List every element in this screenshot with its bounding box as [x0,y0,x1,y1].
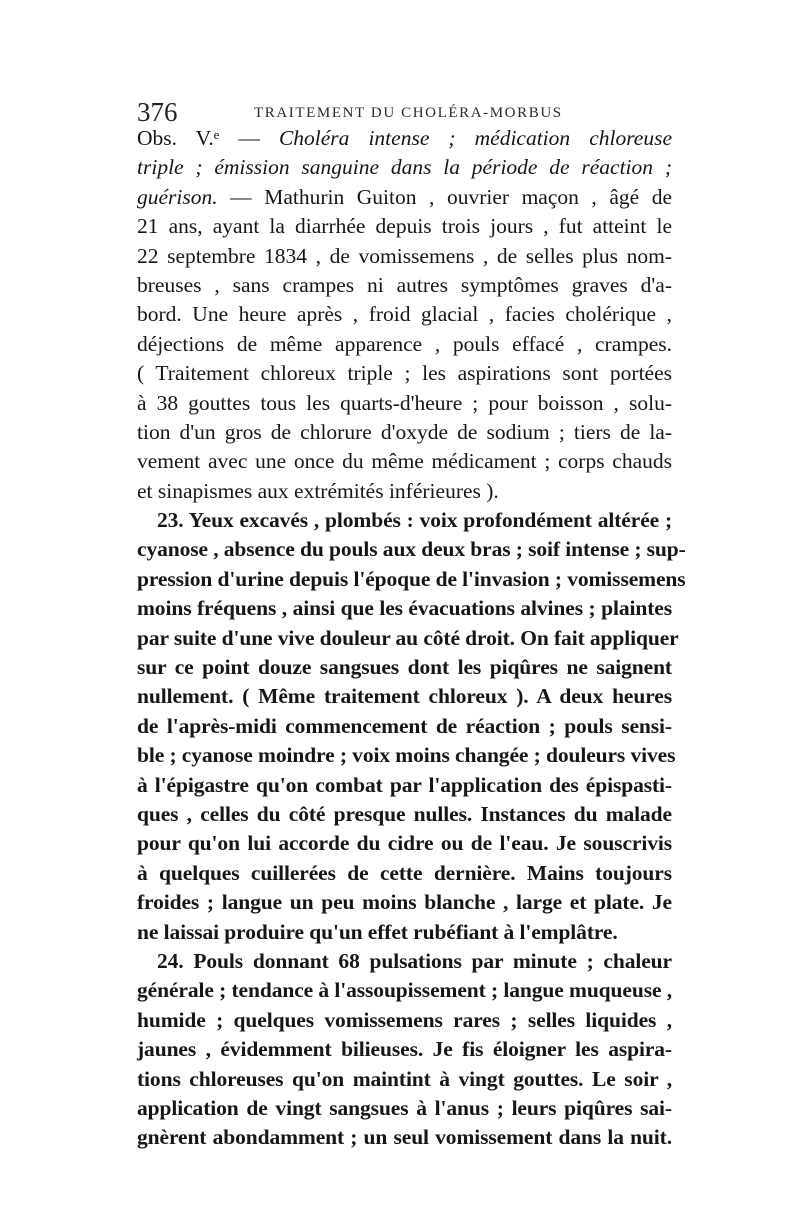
text-line: ne laissai produire qu'un effet rubéfiant à l'emplâtre. [137,919,618,944]
patient-intro: — Mathurin Guiton , ouvrier maçon , âgé de [230,184,673,209]
text-line: bord. Une heure après , froid glacial , facies cholérique , [137,302,672,327]
text-line: ques , celles du côté presque nulles. Instances du malade [137,801,672,826]
text-line: moins fréquens , ainsi que les évacuations alvines ; plaintes [137,596,672,621]
text-line: sur ce point douze sangsues dont les piqûres ne saignent [137,655,672,680]
text-line: de l'après-midi commencement de réaction ; pouls sensi- [137,713,672,738]
page-header [137,97,677,127]
text-line: nullement. ( Même traitement chloreux ). A deux heures [137,684,672,709]
running-title: TRAITEMENT DU CHOLÉRA-MORBUS [254,105,563,121]
text-line: 24. Pouls donnant 68 pulsations par minute ; chaleur [157,948,672,973]
heading-line-3 [137,183,672,212]
text-line: à l'épigastre qu'on combat par l'application des épispasti- [137,772,672,797]
text-line: vement avec une once du même médicament ; corps chauds [137,449,672,474]
text-line: ble ; cyanose moindre ; voix moins changée ; douleurs vives [137,743,676,768]
heading-line-2: triple ; émission sanguine dans la période de réaction ; [137,155,672,180]
text-line: froides ; langue un peu moins blanche , large et plate. Je [137,890,672,915]
text-line: ( Traitement chloreux triple ; les aspirations sont portées [137,361,672,386]
text-line: application de vingt sangsues à l'anus ; leurs piqûres sai- [137,1095,672,1120]
paragraph-day-23 [137,506,686,947]
text-line: tions chloreuses qu'on maintint à vingt gouttes. Le soir , [137,1066,672,1091]
text-line: 23. Yeux excavés , plombés : voix profondément altérée ; [157,508,672,533]
observation-title-end: guérison. [137,184,218,209]
text-line: générale ; tendance à l'assoupissement ; langue muqueuse , [137,978,672,1003]
heading-line-1 [137,124,672,153]
paragraph-1 [137,212,672,506]
text-line: par suite d'une vive douleur au côté droit. On fait appliquer [137,625,679,650]
text-line: 22 septembre 1834 , de vomissemens , de selles plus nom- [137,243,672,268]
text-line: pression d'urine depuis l'époque de l'invasion ; vomissemens [137,566,686,591]
body-text [137,124,686,1153]
page-number: 376 [137,97,178,127]
text-line: 21 ans, ayant la diarrhée depuis trois jours , fut atteint le [137,214,672,239]
text-line: à 38 gouttes tous les quarts-d'heure ; pour boisson , solu- [137,390,672,415]
paragraph-day-24 [137,947,672,1153]
text-line: à quelques cuillerées de cette dernière. Mains toujours [137,860,672,885]
text-line: gnèrent abondamment ; un seul vomissement dans la nuit. [137,1125,672,1150]
text-line: cyanose , absence du pouls aux deux bras ; soif intense ; sup- [137,537,686,562]
observation-label: Obs. V.ᵉ — [137,126,260,150]
text-line: jaunes , évidemment bilieuses. Je fis éloigner les aspira- [137,1037,672,1062]
text-line: déjections de même apparence , pouls effacé , crampes. [137,331,672,356]
text-line: et sinapismes aux extrémités inférieures ). [137,478,499,503]
text-line: humide ; quelques vomissemens rares ; selles liquides , [137,1007,672,1032]
observation-title-part-1: Choléra intense ; médication chloreuse [278,126,672,150]
observation-heading [137,124,672,212]
text-line: tion d'un gros de chlorure d'oxyde de sodium ; tiers de la- [137,419,672,444]
text-line: pour qu'on lui accorde du cidre ou de l'eau. Je souscrivis [137,831,672,856]
text-line: breuses , sans crampes ni autres symptômes graves d'a- [137,272,672,297]
